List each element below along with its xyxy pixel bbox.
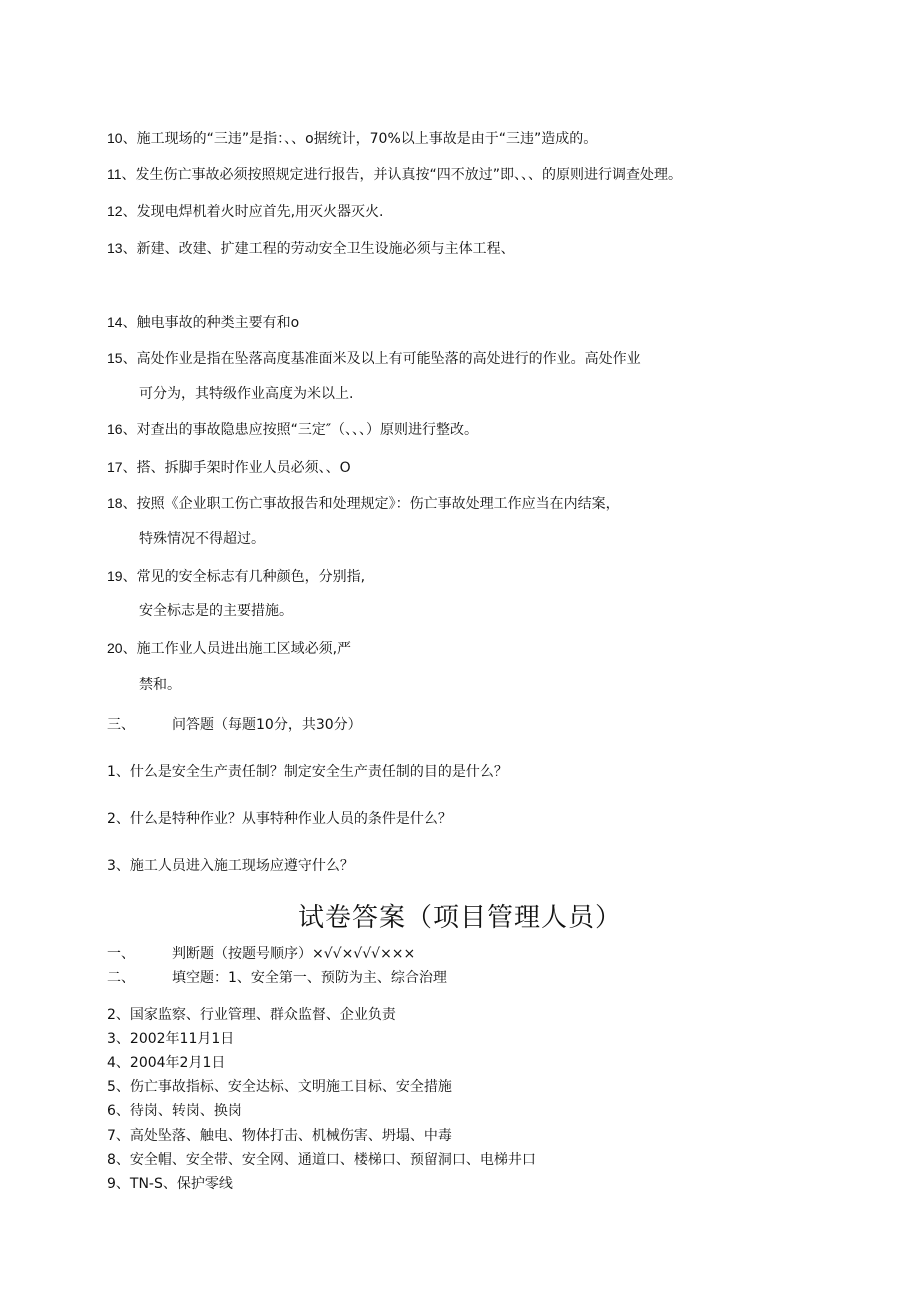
fill-question-14: [107, 312, 299, 333]
qa-question-1: 1、什么是安全生产责任制？制定安全生产责任制的目的是什么？: [107, 764, 508, 780]
question-text: 高处作业是指在坠落高度基准面米及以上有可能坠落的高处进行的作业。高处作业: [136, 351, 641, 367]
fill-question-15-continued: 可分为，其特级作业高度为米以上.: [139, 386, 354, 402]
fill-question-12: [107, 201, 383, 222]
fill-question-20: [107, 638, 351, 659]
answer-item: 3、2002年11月1日: [107, 1031, 235, 1047]
answer-section-2-number: 二、: [107, 970, 135, 986]
fill-question-18-continued: 特殊情况不得超过。: [139, 531, 265, 547]
qa-question-3: 3、施工人员进入施工现场应遵守什么？: [107, 858, 354, 874]
answer-judge: 判断题（按题号顺序）×√√×√√√×××: [172, 946, 416, 962]
fill-question-19-continued: 安全标志是的主要措施。: [139, 603, 293, 619]
answer-item: 4、2004年2月1日: [107, 1055, 226, 1071]
question-number: 14、: [107, 314, 137, 330]
section-3-number: 三、: [107, 717, 135, 733]
question-text: 施工现场的“三违”是指：、、o据统计，70%以上事故是由于“三违”造成的。: [136, 131, 598, 147]
answer-item: 7、高处坠落、触电、物体打击、机械伤害、坍塌、中毒: [107, 1128, 452, 1144]
question-number: 18、: [107, 495, 137, 511]
question-number: 16、: [107, 421, 137, 437]
answer-fill-1: 填空题：1、安全第一、预防为主、综合治理: [172, 970, 447, 986]
answer-item: 2、国家监察、行业管理、群众监督、企业负责: [107, 1007, 396, 1023]
question-text: 发生伤亡事故必须按照规定进行报告，并认真按“四不放过”即、、、的原则进行调查处理。: [135, 167, 683, 183]
question-text: 按照《企业职工伤亡事故报告和处理规定》：伤亡事故处理工作应当在内结案，: [136, 496, 620, 512]
fill-question-13: [107, 238, 515, 259]
fill-question-17: [107, 457, 351, 478]
answer-item: 8、安全帽、安全带、安全网、通道口、楼梯口、预留洞口、电梯井口: [107, 1152, 536, 1168]
question-number: 20、: [107, 640, 137, 656]
question-text: 对查出的事故隐患应按照“三定″（、、、）原则进行整改。: [136, 422, 479, 438]
fill-question-10: [107, 128, 597, 149]
fill-question-16: [107, 419, 478, 440]
question-text: 搭、拆脚手架时作业人员必须、、O: [136, 460, 351, 476]
question-number: 10、: [107, 130, 137, 146]
fill-question-19: [107, 566, 365, 587]
section-3-title: 问答题（每题10分，共30分）: [172, 717, 362, 733]
question-number: 17、: [107, 459, 137, 475]
answer-item: 6、待岗、转岗、换岗: [107, 1103, 242, 1119]
fill-question-11: [107, 164, 682, 185]
question-number: 11、: [107, 166, 136, 182]
question-text: 新建、改建、扩建工程的劳动安全卫生设施必须与主体工程、: [136, 241, 515, 257]
question-text: 常见的安全标志有几种颜色，分别指,: [136, 569, 366, 585]
answer-section-1-number: 一、: [107, 946, 135, 962]
question-number: 13、: [107, 240, 137, 256]
fill-question-20-continued: 禁和。: [139, 677, 181, 693]
answer-key-title: 试卷答案（项目管理人员）: [297, 903, 622, 933]
question-text: 施工作业人员进出施工区域必须,严: [136, 641, 352, 657]
qa-question-2: 2、什么是特种作业？从事特种作业人员的条件是什么？: [107, 811, 452, 827]
question-number: 15、: [107, 350, 137, 366]
question-number: 12、: [107, 203, 137, 219]
question-number: 19、: [107, 568, 137, 584]
question-text: 触电事故的种类主要有和o: [136, 315, 300, 331]
question-text: 发现电焊机着火时应首先,用灭火器灭火.: [136, 204, 384, 220]
answer-item: 5、伤亡事故指标、安全达标、文明施工目标、安全措施: [107, 1079, 452, 1095]
fill-question-18: [107, 493, 620, 514]
answer-item: 9、TN-S、保护零线: [107, 1176, 233, 1192]
fill-question-15: [107, 348, 641, 369]
